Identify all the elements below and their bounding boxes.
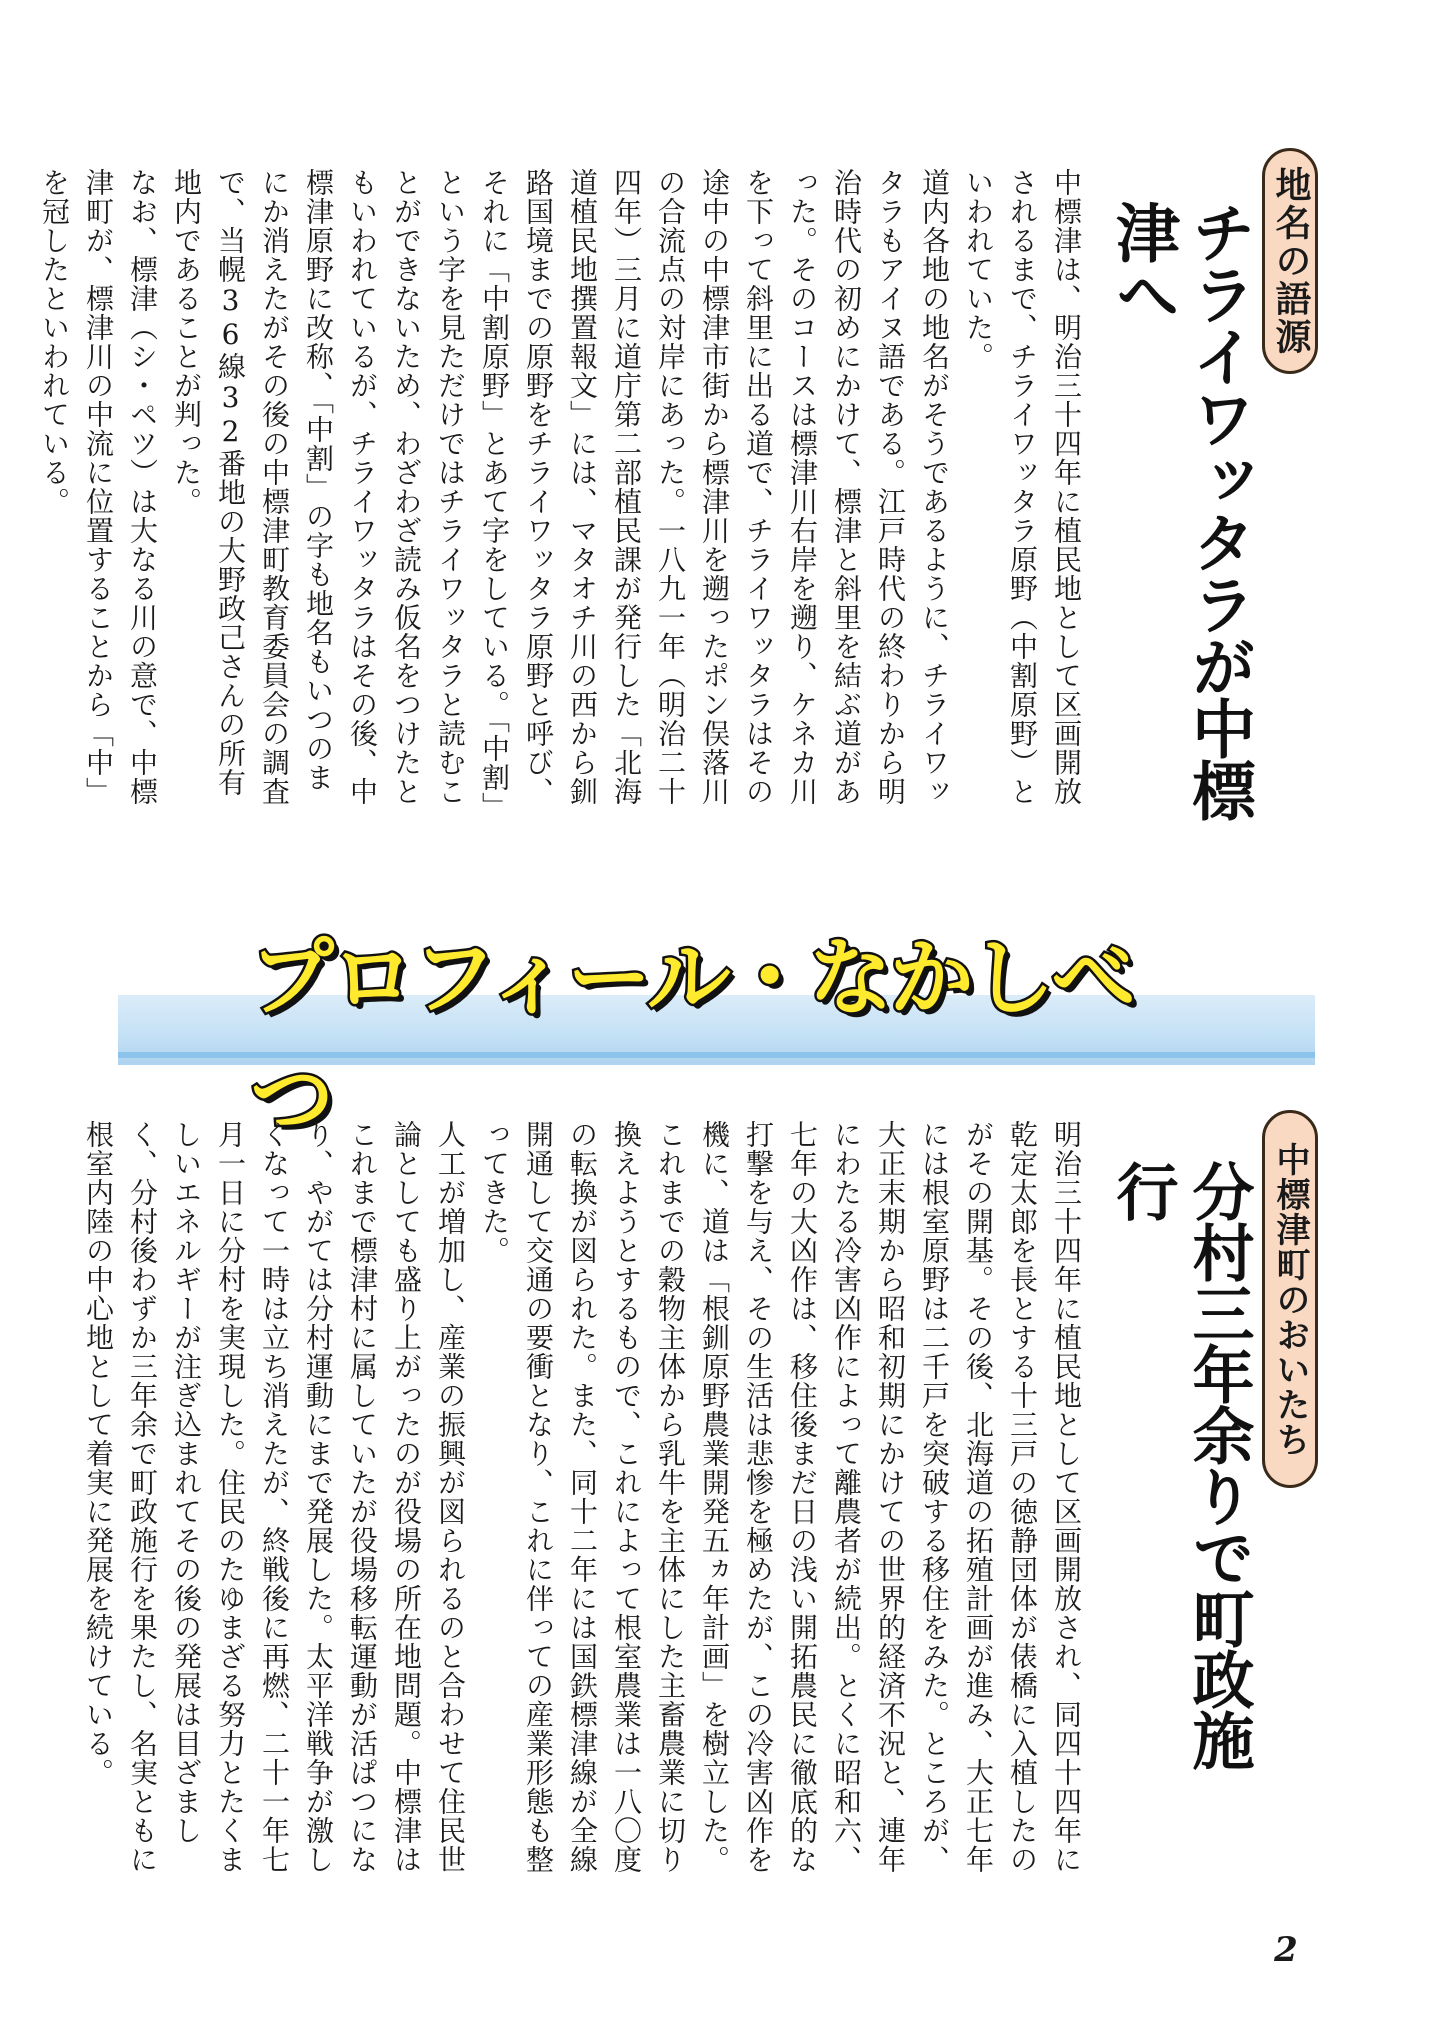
section-body-place-name-origin	[32, 168, 1088, 818]
section-tag-town-history: 中標津町のおいたち	[1262, 1110, 1318, 1488]
paragraph: 明治三十四年に植民地として区画開放され、同四十四年に乾定太郎を長とする十三戸の徳静団体が俵橋に入植したのがその開基。その後、北海道の拓殖計画が進み、大正七年には根室原野は二千戸を突破する移住をみた。ところが、大正末期から昭和初期にかけての世界的経済不況と、連年にわたる冷害凶作によって離農者が続出。とくに昭和六、七年の大凶作は、移住後まだ日の浅い開拓農民に徹底的な打撃を与え、その生活は悲惨を極めたが、この冷害凶作を機に、道は「根釧原野農業開発五ヵ年計画」を樹立した。これまでの穀物主体から乳牛を主体にした主畜農業に切り換えようとするもので、これによって根室農業は一八〇度の転換が図られた。また、同十二年には国鉄標津線が全線開通して交通の要衝となり、これに伴っての産業形態も整ってきた。	[478, 1120, 1083, 1874]
paragraph: 道内各地の地名がそうであるように、チライワッタラもアイヌ語である。江戸時代の終わりから明治時代の初めにかけて、標津と斜里を結ぶ道があった。そのコースは標津川右岸を遡り、ケネカ川を下って斜里に出る道で、チライワッタラはその途中の中標津市街から標津川を遡ったポン俣落川の合流点の対岸にあった。一八九一年（明治二十四年）三月に道庁第二部植民課が発行した「北海道植民地撰置報文」には、マタオチ川の西から釧路国境までの原野をチライワッタラ原野と呼び、それに「中割原野」とあて字をしている。「中割」という字を見ただけではチライワッタラと読むことができないため、わざわざ読み仮名をつけたともいわれているが、チライワッタラはその後、中標津原野に改称、「中割」の字も地名もいつのまにか消えたがその後の中標津町教育委員会の調査で、当幌36線32番地の大野政己さんの所有地内であることが判った。	[170, 168, 951, 807]
paragraph: なお、標津（シ・ペツ）は大なる川の意で、中標津町が、標津川の中流に位置することから「中」を冠したといわれている。	[38, 168, 159, 806]
section-tag-place-name-origin: 地名の語源	[1262, 148, 1318, 374]
section-body-town-history	[76, 1120, 1088, 1880]
section-title-chirai-wattara: チライワッタラが中標津へ	[1105, 200, 1255, 820]
banner-title: プロフィール・なかしべつ	[250, 929, 1133, 1148]
page-number: 2	[1274, 1930, 1298, 1970]
section-title-town-government: 分村三年余りで町政施行	[1106, 1160, 1255, 1770]
paragraph: 人工が増加し、産業の振興が図られるのと合わせて住民世論としても盛り上がったのが役場の所在地問題。中標津はこれまで標津村に属していたが役場移転運動が活ぱつになり、やがては分村運動にまで発展した。太平洋戦争が激しくなって一時は立ち消えたが、終戦後に再燃、二十一年七月一日に分村を実現した。住民のたゆまざる努力とたくましいエネルギーが注ぎ込まれてその後の発展は目ざましく、分村後わずか三年余で町政施行を果たし、名実ともに根室内陸の中心地として着実に発展を続けている。	[82, 1120, 467, 1874]
paragraph: 中標津は、明治三十四年に植民地として区画開放されるまで、チライワッタラ原野（中割原野）といわれていた。	[962, 168, 1083, 806]
